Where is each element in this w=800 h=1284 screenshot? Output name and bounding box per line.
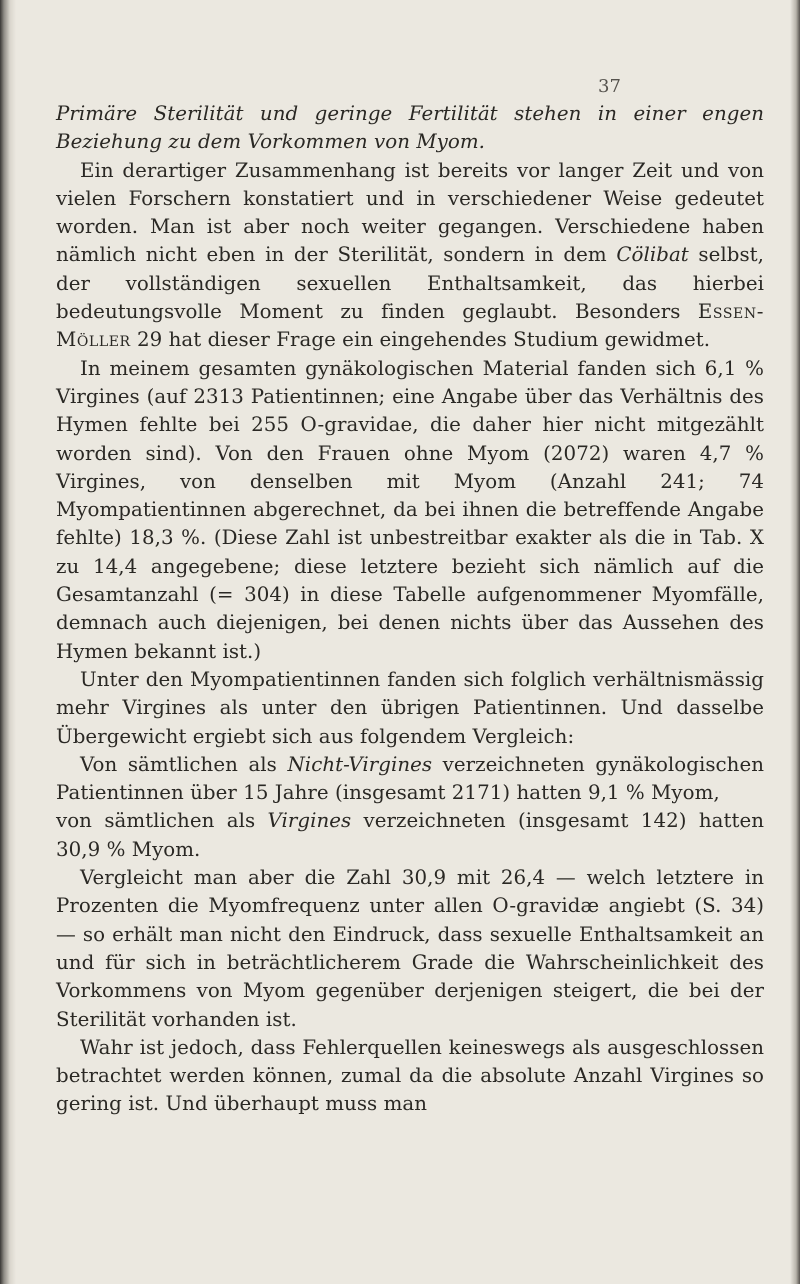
text-segment: verzeichneten (insgesamt 142) hatten 30,9 % Myom. xyxy=(56,809,764,861)
thesis-text: Primäre Sterilität und geringe Fertilität stehen in einer engen Beziehung zu dem Vorkommen von Myom. xyxy=(56,102,764,154)
paragraph-caveat xyxy=(56,1034,764,1119)
text-segment: 29 hat dieser Frage ein eingehendes Studium gewidmet. xyxy=(130,328,711,352)
text-segment: selbst, der vollständigen sexuellen Enthaltsamkeit, das hierbei bedeutungsvolle Moment zu finden geglaubt. Besonders xyxy=(56,243,764,324)
text-segment: Von sämtlichen als xyxy=(80,752,288,776)
paragraph-comparison-nonvirgines xyxy=(56,751,764,808)
paragraph-conclusion xyxy=(56,666,764,751)
text-segment-italic: Cölibat xyxy=(616,243,689,267)
text-segment: Vergleicht man aber die Zahl 30,9 mit 26,4 — welch letztere in Prozenten die Myomfrequenz unter allen O-gravidæ angiebt (S. 34) — so erhält man nicht den Eindruck, dass sexuelle Enthaltsamkeit an und für sich in beträchtlicherem Grade die Wahrscheinlichkeit des Vorkommens von Myom gegenüber derjenigen steigert, die bei der Sterilität vorhanden ist. xyxy=(56,866,764,1031)
page-left-edge-shadow xyxy=(0,0,16,1284)
page-right-edge-shadow xyxy=(790,0,800,1284)
page-body xyxy=(56,100,764,1119)
paragraph-comparison-analysis xyxy=(56,864,764,1034)
author-name: Essen-Möller xyxy=(56,300,764,352)
text-segment: verzeichneten gynäkologischen Patientinnen über 15 Jahre (insgesamt 2171) hatten 9,1 % Myom, xyxy=(56,752,764,805)
paragraph-material xyxy=(56,355,764,666)
text-segment-italic: Virgines xyxy=(267,809,352,833)
text-segment-italic: Nicht-Virgines xyxy=(287,752,433,776)
page-number: 37 xyxy=(598,76,621,97)
text-segment: Ein derartiger Zusammenhang ist bereits vor langer Zeit und von vielen Forschern konstatiert und in verschiedener Weise gedeutet worden. Man ist aber noch weiter gegangen. Verschiedene haben nämlich nicht eben in der Sterilität, sondern in dem xyxy=(56,158,764,267)
text-segment: Unter den Myompatientinnen fanden sich folglich verhältnismässig mehr Virgines als unter den übrigen Patientinnen. Und dasselbe Übergewicht ergiebt sich aus folgendem Vergleich: xyxy=(56,667,764,748)
text-segment: In meinem gesamten gynäkologischen Material fanden sich 6,1 % Virgines (auf 2313 Patientinnen; eine Angabe über das Verhältnis des Hymen fehlte bei 255 O-gravidae, die daher hier nicht mitgezählt worden sind). Von den Frauen ohne Myom (2072) waren 4,7 % Virgines, von denselben mit Myom (Anzahl 241; 74 Myompatientinnen abgerechnet, da bei ihnen die betreffende Angabe fehlte) 18,3 %. (Diese Zahl ist unbestreitbar exakter als die in Tab. X zu 14,4 angegebene; diese letztere bezieht sich nämlich auf die Gesamtanzahl (= 304) in diese Tabelle aufgenommener Myomfälle, demnach auch diejenigen, bei denen nichts über das Aussehen des Hymen bekannt ist.) xyxy=(56,356,764,663)
paragraph-thesis xyxy=(56,100,764,157)
paragraph-comparison-virgines xyxy=(56,807,764,864)
paragraph-background xyxy=(56,157,764,355)
text-segment: Wahr ist jedoch, dass Fehlerquellen keineswegs als ausgeschlossen betrachtet werden können, zumal da die absolute Anzahl Virgines so gering ist. Und überhaupt muss man xyxy=(56,1035,764,1116)
text-segment: von sämtlichen als xyxy=(56,809,268,833)
